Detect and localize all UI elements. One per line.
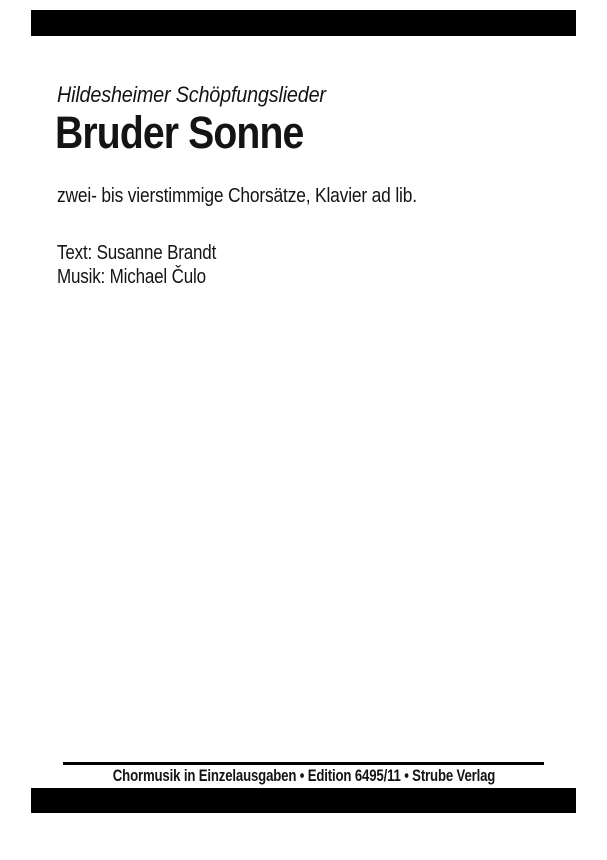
subtitle — [57, 185, 471, 208]
page-title-text: Bruder Sonne — [55, 107, 304, 158]
credit-text-author: Text: Susanne Brandt — [57, 242, 217, 264]
credit-music-composer: Musik: Michael Čulo — [57, 266, 206, 288]
top-black-bar — [31, 10, 576, 36]
series-title-text: Hildesheimer Schöpfungslieder — [57, 82, 326, 107]
credits-block — [57, 241, 244, 289]
series-title — [57, 83, 356, 107]
footer-divider-rule — [63, 762, 544, 765]
page-title — [55, 107, 341, 158]
subtitle-text: zwei- bis vierstimmige Chorsätze, Klavier ad lib. — [57, 185, 417, 207]
footer-series-line: Chormusik in Einzelausgaben • Edition 6495/11 • Strube Verlag — [112, 767, 495, 785]
bottom-black-bar — [31, 788, 576, 813]
